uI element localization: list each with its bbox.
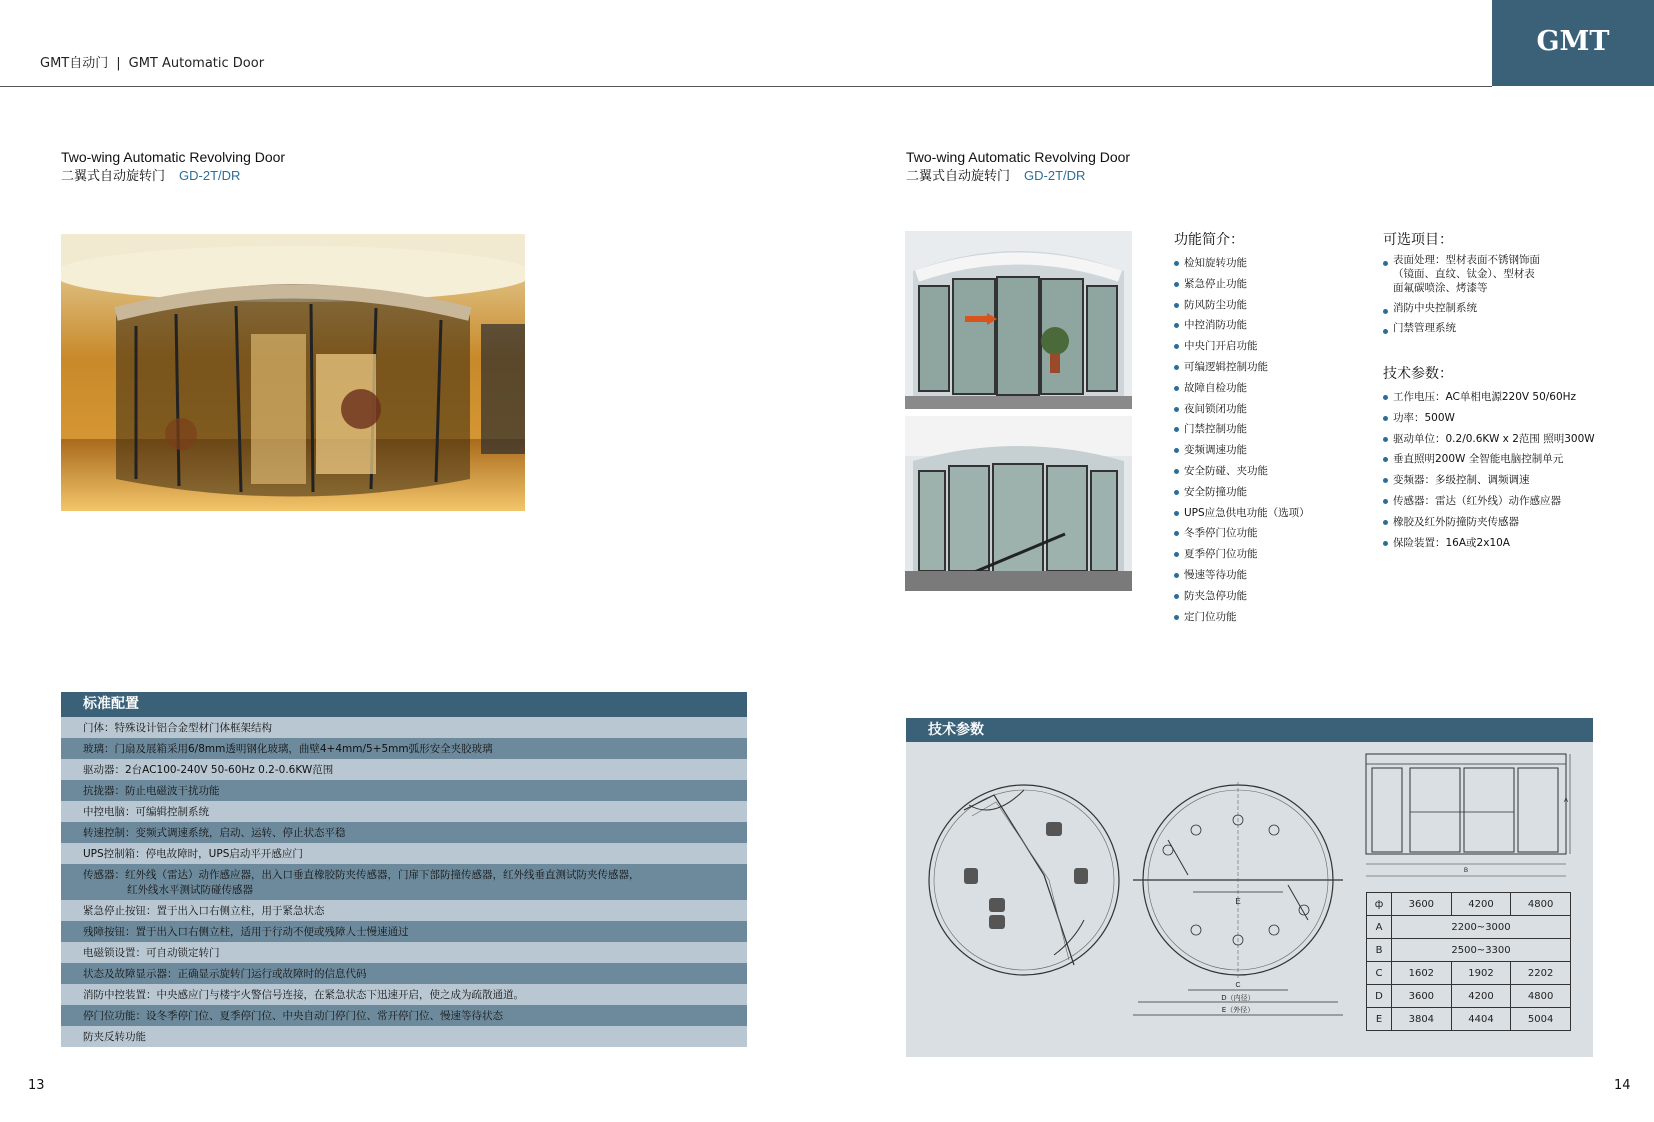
dim-label-e-outer: E（外径） [1221,1006,1255,1014]
table-row [61,1005,747,1026]
list-item: 功率：500W [1383,408,1608,429]
right-title-cn-line [906,165,1130,184]
left-title-cn-line [61,165,285,184]
table-cell: 4800 [1511,985,1571,1008]
table-row [1367,939,1571,962]
table-row [61,843,747,864]
header-separator: | [116,56,121,71]
config-row-text: 中控电脑：可编辑控制系统 [83,806,209,818]
config-row-text: 状态及故障显示器：正确显示旋转门运行或故障时的信息代码 [83,968,367,980]
door-photo-closed [905,231,1132,409]
config-row-text: 防夹反转功能 [83,1031,146,1043]
right-title-block [906,149,1130,184]
features-list [1174,253,1374,627]
table-row [1367,1008,1571,1031]
list-item: 定门位功能 [1174,607,1374,628]
table-row [61,822,747,843]
revolving-door-photo [61,234,525,511]
table-row [61,963,747,984]
list-item: 保险装置：16A或2x10A [1383,533,1608,554]
table-row [61,900,747,921]
list-item: 橡胶及红外防撞防夹传感器 [1383,512,1608,533]
list-item [1383,253,1608,295]
config-row-text: 驱动器：2台AC100-240V 50-60Hz 0.2-0.6KW范围 [83,764,334,776]
options-section [1383,229,1608,553]
left-model: GD-2T/DR [179,168,241,183]
list-item: 中央门开启功能 [1174,336,1374,357]
table-row [61,759,747,780]
table-row [61,717,747,738]
list-item: 传感器：雷达（红外线）动作感应器 [1383,491,1608,512]
config-row-text-cont: 红外线水平测试防碰传感器 [127,884,253,896]
list-item: 冬季停门位功能 [1174,523,1374,544]
dim-label-c: C [1235,982,1241,989]
dim-label-e: E [1235,897,1241,906]
tech-panel-title: 技术参数 [906,718,1593,742]
table-cell: 2202 [1511,962,1571,985]
logo: GMT [1536,26,1610,57]
config-row-text: 电磁锁设置：可自动锁定转门 [83,947,220,959]
door-photo-open [905,416,1132,591]
header-brand [40,52,264,71]
list-item: 工作电压：AC单相电源220V 50/60Hz [1383,387,1608,408]
table-row [61,1026,747,1047]
standard-config-table [61,692,747,1047]
table-cell: 2500~3300 [1392,939,1571,962]
list-item: 安全防撞功能 [1174,482,1374,503]
dim-label-d-inner: D（内径） [1221,994,1255,1002]
config-row-text: 抗拢器：防止电磁波干扰功能 [83,785,220,797]
list-item: 夏季停门位功能 [1174,544,1374,565]
config-row-text: 传感器：红外线（雷达）动作感应器，出入口垂直橡胶防夹传感器，门扉下部防撞传感器，红外线垂直测试防夹传感器， [83,869,640,881]
list-item: 门禁管理系统 [1383,321,1608,335]
list-item: 变频调速功能 [1174,440,1374,461]
list-item: 安全防碰、夹功能 [1174,461,1374,482]
features-title: 功能简介： [1174,232,1244,248]
table-row [61,801,747,822]
right-title-en: Two-wing Automatic Revolving Door [906,149,1131,165]
table-cell: 1902 [1451,962,1511,985]
header-brand-en: GMT Automatic Door [128,56,265,71]
table-cell: E [1367,1008,1392,1031]
door-elevation-diagram [1364,752,1574,882]
page-number-right: 14 [1614,1078,1631,1093]
table-row [1367,916,1571,939]
left-title-en: Two-wing Automatic Revolving Door [61,149,286,165]
option-line: 表面处理：型材表面不锈钢饰面 [1393,254,1540,266]
table-row [1367,893,1571,916]
list-item: 驱动单位：0.2/0.6KW x 2范围 照明300W [1383,429,1608,450]
list-item: 变频器：多级控制、调频调速 [1383,470,1608,491]
table-row [61,942,747,963]
table-cell: ф [1367,893,1392,916]
config-row-text: 残障按钮：置于出入口右侧立柱，适用于行动不便或残障人士慢速通过 [83,926,409,938]
list-item: 门禁控制功能 [1174,419,1374,440]
dim-label-a: A [1564,798,1569,804]
left-title-cn: 二翼式自动旋转门 [61,169,166,184]
list-item: 中控消防功能 [1174,315,1374,336]
door-plan-diagram [924,780,1124,980]
table-cell: 3600 [1392,985,1452,1008]
list-item: 故障自检功能 [1174,378,1374,399]
list-item: 检知旋转功能 [1174,253,1374,274]
table-cell: C [1367,962,1392,985]
config-row-text: 转速控制：变频式调速系统，启动、运转、停止状态平稳 [83,827,346,839]
right-model: GD-2T/DR [1024,168,1086,183]
config-row-text: 消防中控装置：中央感应门与楼宇火警信号连接，在紧急状态下迅速开启，使之成为疏散通道。 [83,989,524,1001]
table-cell: 5004 [1511,1008,1571,1031]
table-row [61,984,747,1005]
table-cell: B [1367,939,1392,962]
list-item: 紧急停止功能 [1174,274,1374,295]
table-cell: 3804 [1392,1008,1452,1031]
config-row-text: 紧急停止按钮：置于出入口右侧立柱，用于紧急状态 [83,905,325,917]
table-cell: D [1367,985,1392,1008]
page-number-left: 13 [28,1078,45,1093]
logo-block [1492,0,1654,86]
table-cell: 4800 [1511,893,1571,916]
table-cell: A [1367,916,1392,939]
table-row [61,864,747,900]
dimension-table [1366,892,1571,1031]
door-dimension-diagram [1128,780,1348,1030]
list-item: 慢速等待功能 [1174,565,1374,586]
config-row-text: 玻璃：门扇及展箱采用6/8mm透明钢化玻璃，曲壁4+4mm/5+5mm弧形安全夹胶玻璃 [83,743,493,755]
config-row-text: 停门位功能：设冬季停门位、夏季停门位、中央自动门停门位、常开停门位、慢速等待状态 [83,1010,503,1022]
options-title: 可选项目： [1383,232,1453,248]
list-item: 消防中央控制系统 [1383,301,1608,315]
left-title-block [61,149,285,184]
list-item: UPS应急供电功能（选项） [1174,503,1374,524]
table-row [1367,962,1571,985]
option-line: （镜面、直纹、钛金）、型材表 [1393,268,1535,280]
table-row [61,921,747,942]
table-row [1367,985,1571,1008]
features-section [1174,229,1374,627]
config-row-text: 门体：特殊设计铝合金型材门体框架结构 [83,722,272,734]
list-item: 防风防尘功能 [1174,295,1374,316]
specs-list [1383,387,1608,553]
option-line: 面氟碳喷涂、烤漆等 [1393,282,1488,294]
standard-config-title: 标准配置 [61,692,747,717]
table-cell: 4200 [1451,893,1511,916]
table-cell: 2200~3000 [1392,916,1571,939]
list-item: 防夹急停功能 [1174,586,1374,607]
config-row-text: UPS控制箱：停电故障时，UPS启动平开感应门 [83,848,303,860]
list-item: 垂直照明200W 全智能电脑控制单元 [1383,449,1608,470]
table-row [61,780,747,801]
specs-title: 技术参数： [1383,366,1453,382]
options-list [1383,253,1608,335]
header-rule [0,86,1492,87]
list-item: 夜间锁闭功能 [1174,399,1374,420]
table-row [61,738,747,759]
table-cell: 4200 [1451,985,1511,1008]
right-title-cn: 二翼式自动旋转门 [906,169,1011,184]
table-cell: 3600 [1392,893,1452,916]
header-brand-cn: GMT自动门 [40,56,109,71]
dim-label-b: B [1464,868,1469,874]
table-cell: 1602 [1392,962,1452,985]
table-cell: 4404 [1451,1008,1511,1031]
list-item: 可编逻辑控制功能 [1174,357,1374,378]
